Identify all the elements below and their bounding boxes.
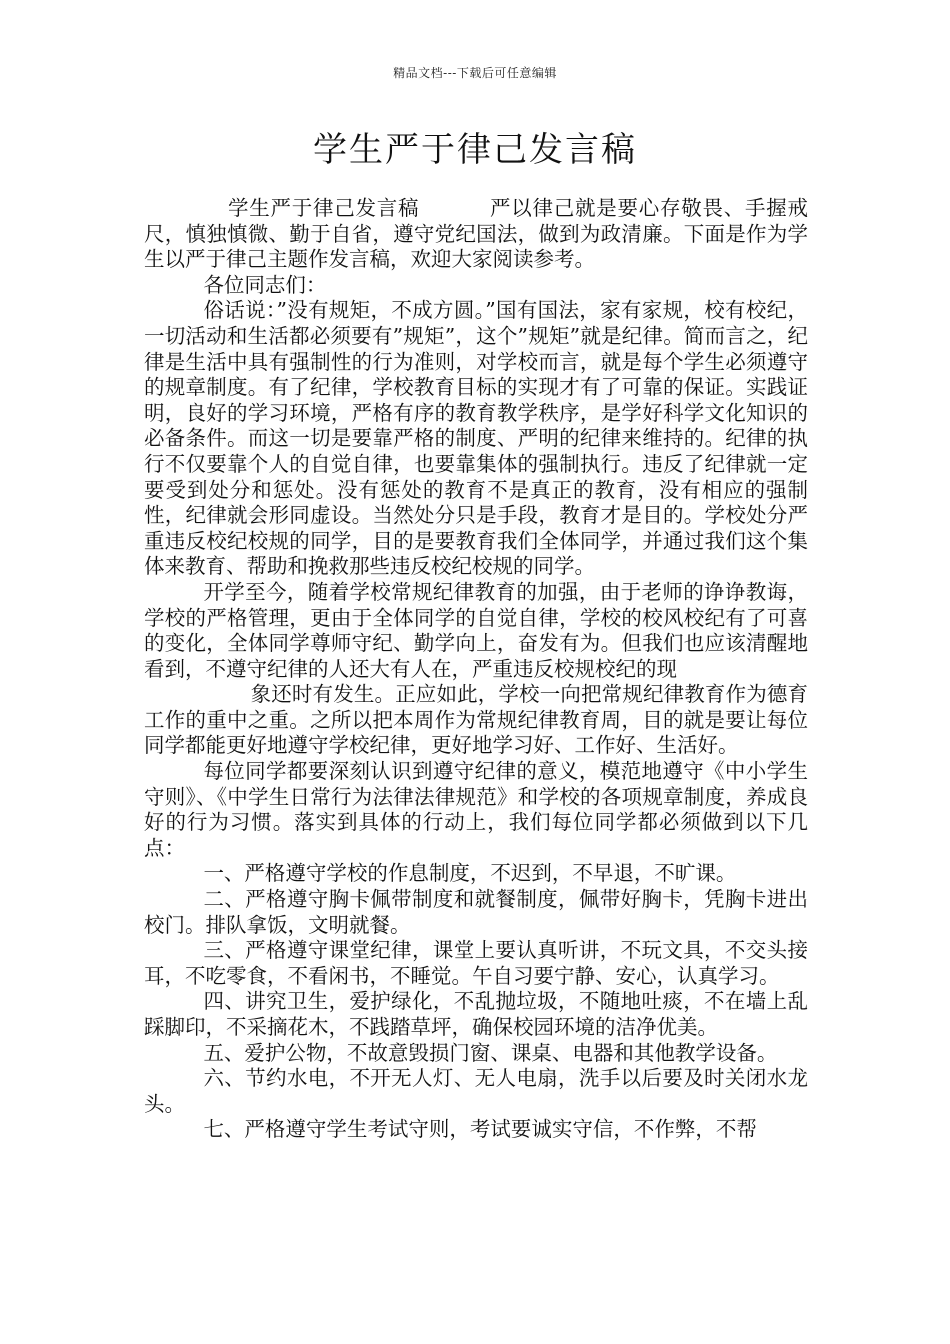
- rule-item: 三、严格遵守课堂纪律，课堂上要认真听讲，不玩文具，不交头接耳，不吃零食，不看闲书，不睡觉。午自习要宁静、安心，认真学习。: [144, 938, 808, 988]
- body-paragraph: 每位同学都要深刻认识到遵守纪律的意义，模范地遵守《中小学生守则》、《中学生日常行为法律法律规范》和学校的各项规章制度，养成良好的行为习惯。落实到具体的行动上，我们每位同学都必须做到以下几点：: [144, 759, 808, 860]
- rule-item: 四、讲究卫生，爱护绿化，不乱抛垃圾，不随地吐痰，不在墙上乱踩脚印，不采摘花木，不践踏草坪，确保校园环境的洁净优美。: [144, 989, 808, 1039]
- rule-item: 二、严格遵守胸卡佩带制度和就餐制度，佩带好胸卡，凭胸卡进出校门。排队拿饭，文明就餐。: [144, 887, 808, 937]
- body-paragraph: 开学至今，随着学校常规纪律教育的加强，由于老师的诤诤教诲，学校的严格管理，更由于全体同学的自觉自律，学校的校风校纪有了可喜的变化，全体同学尊师守纪、勤学向上，奋发有为。但我们也应该清醒地看到，不遵守纪律的人还大有人在，严重违反校规校纪的现: [144, 579, 808, 681]
- body-paragraph: 俗话说：”没有规矩，不成方圆。”国有国法，家有家规，校有校纪，一切活动和生活都必须要有”规矩”，这个”规矩”就是纪律。简而言之，纪律是生活中具有强制性的行为准则，对学校而言，就是每个学生必须遵守的规章制度。有了纪律，学校教育目标的实现才有了可靠的保证。实践证明，良好的学习环境，严格有序的教育教学秩序，是学好科学文化知识的必备条件。而这一切是要靠严格的制度、严明的纪律来维持的。纪律的执行不仅要靠个人的自觉自律，也要靠集体的强制执行。违反了纪律就一定要受到处分和惩处。没有惩处的教育不是真正的教育，没有相应的强制性，纪律就会形同虚设。当然处分只是手段，教育才是目的。学校处分严重违反校纪校规的同学，目的是要教育我们全体同学，并通过我们这个集体来教育、帮助和挽救那些违反校纪校规的同学。: [144, 298, 808, 579]
- intro-rest: 严以律己就是要心存敬畏、手握戒尺，慎独慎微、勤于自省，遵守党纪国法，做到为政清廉。下面是作为学生以严于律己主题作发言稿，欢迎大家阅读参考。: [144, 196, 809, 272]
- body-paragraph-continued: 象还时有发生。正应如此，学校一向把常规纪律教育作为德育工作的重中之重。之所以把本周作为常规纪律教育周，目的就是要让每位同学都能更好地遵守学校纪律，更好地学习好、工作好、生活好。: [144, 682, 808, 758]
- rule-item: 一、严格遵守学校的作息制度，不迟到，不早退，不旷课。: [203, 861, 737, 886]
- page-header: 精品文档---下载后可任意编辑: [393, 66, 557, 80]
- salutation: 各位同志们：: [203, 272, 327, 297]
- document-title: 学生严于律己发言稿: [313, 130, 637, 170]
- intro-paragraph: [144, 196, 808, 273]
- document-body: [144, 196, 808, 1143]
- rule-item: 六、节约水电，不开无人灯、无人电扇，洗手以后要及时关闭水龙头。: [144, 1066, 808, 1116]
- intro-lead: 学生严于律己发言稿: [228, 196, 420, 220]
- rule-item: 七、严格遵守学生考试守则，考试要诚实守信，不作弊，不帮: [203, 1117, 757, 1142]
- rule-item: 五、爱护公物，不故意毁损门窗、课桌、电器和其他教学设备。: [203, 1040, 778, 1065]
